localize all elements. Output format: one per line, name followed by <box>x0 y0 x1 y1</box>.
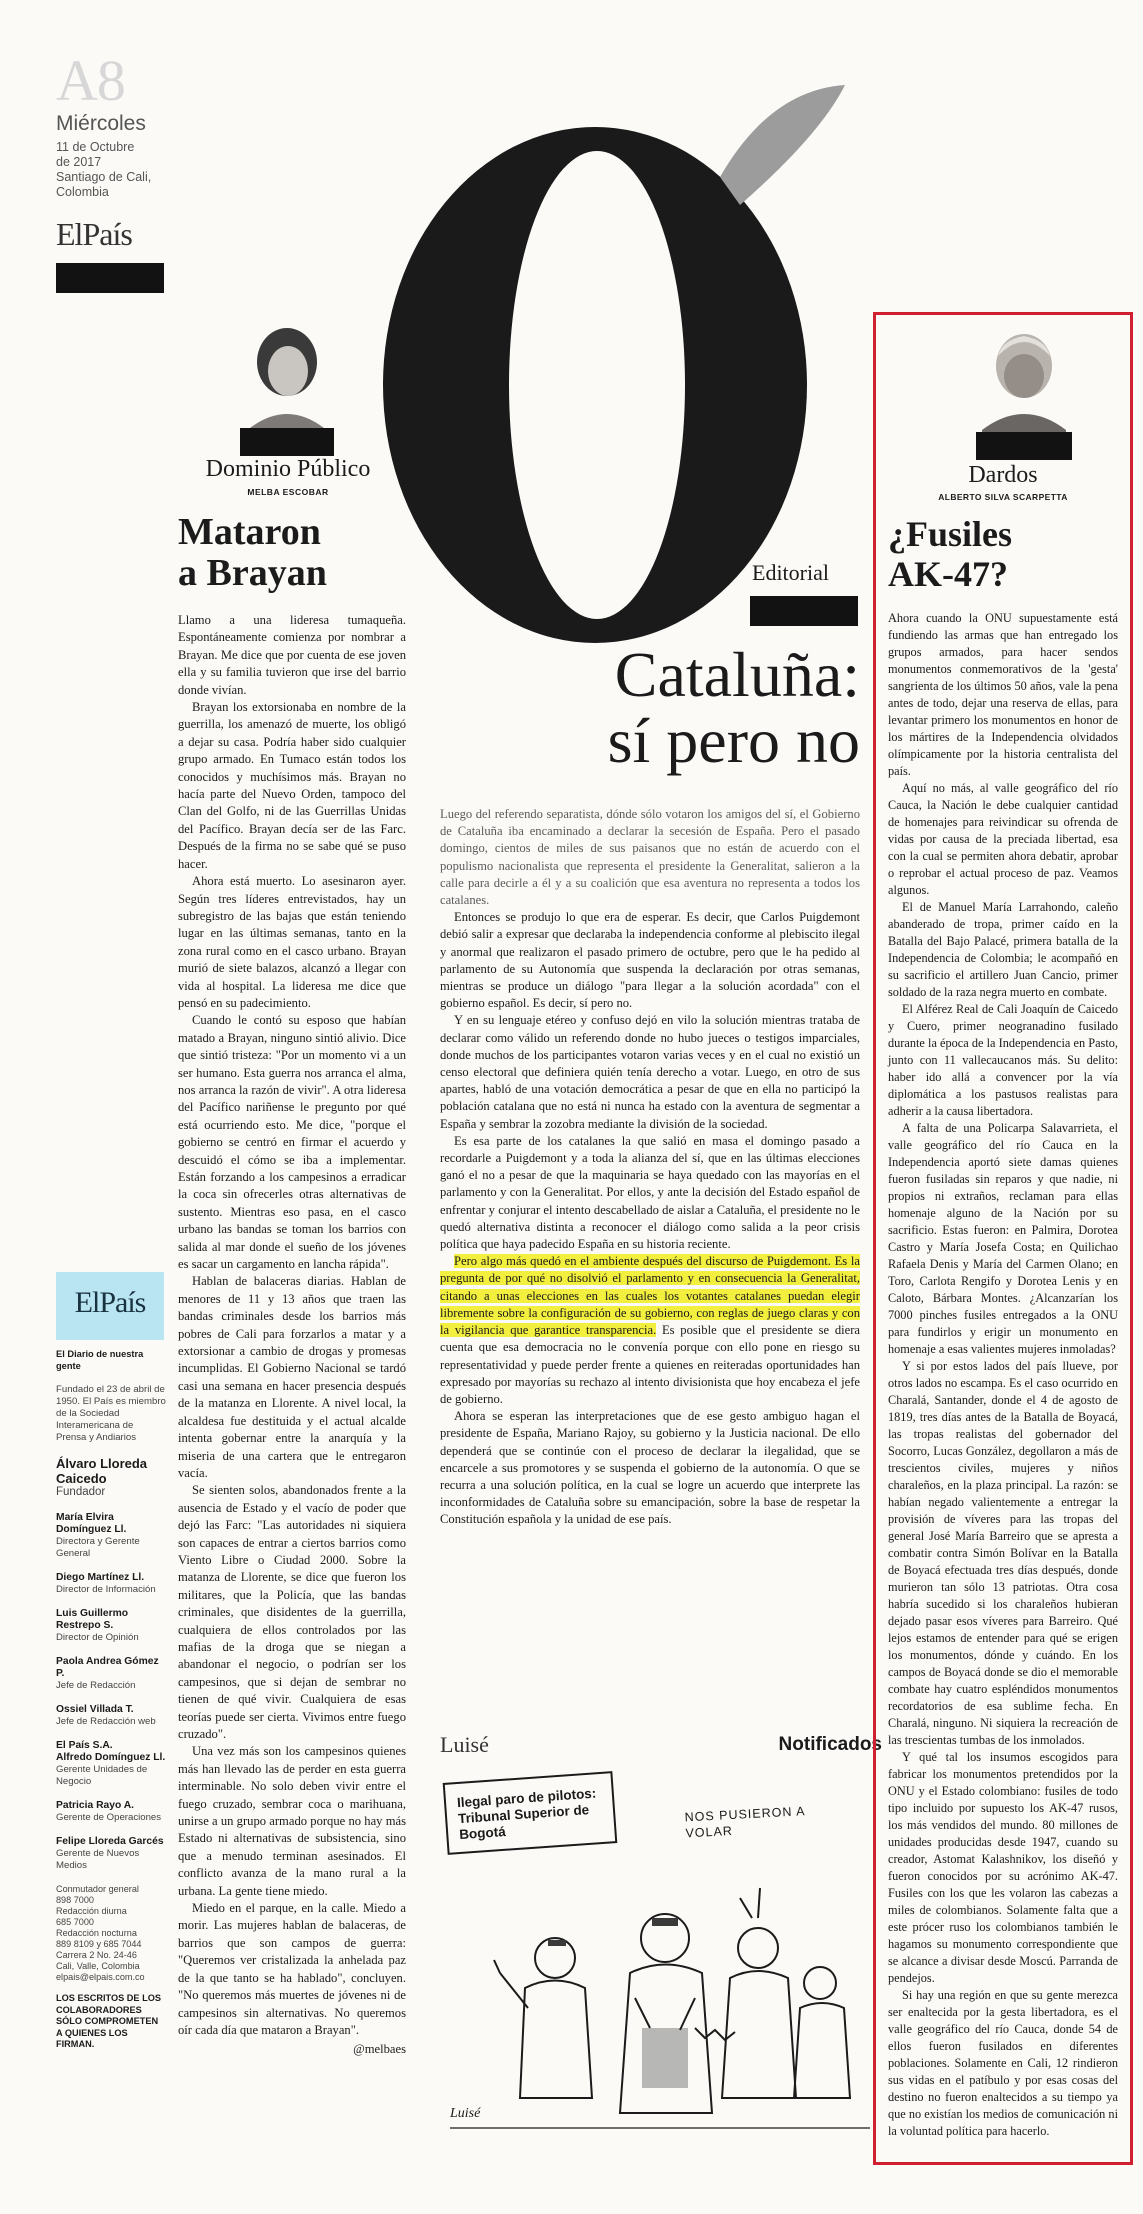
staff-person: Alfredo Domínguez Ll. Gerente Unidades de Negocio <box>56 1752 166 1787</box>
date-line <box>56 140 151 200</box>
dominio-paragraph: Se sienten solos, abandonados frente a la ausencia de Estado y el vacío de poder que dejó las Farc: "Las autoridades ni siquiera son capaces de entrar a ciertos barrios como Viento Libre o Ciudad 2000. Sobre la matanza de Llorente, se dice que fueron los militares, que la Policía, que las bandas criminales, que disidentes de la guerrilla, cualquiera de ellos controlados por las mafias de la droga que se niegan a abandonar el negocio, o podrían ser los campesinos, que si dejan de sembrar no tienen de qué vivir. Cualquiera de esas teorías puede ser cierta. Vivimos entre fuego cruzado". <box>178 1483 406 1741</box>
editorial-paragraph <box>440 1253 860 1408</box>
dardos-column <box>888 610 1118 2140</box>
dardos-paragraph: Aquí no más, al valle geográfico del río Cauca, la Nación le debe cualquier cantidad de homenajes para reivindicar su ofrenda de vidas por causa de la preciada libertad, esa con la cual se permiten ahora debatir, aprobar o reprobar el actual proceso de paz. Veamos algunos. <box>888 781 1118 897</box>
staff-person: Luis Guillermo Restrepo S. Director de Opinión <box>56 1608 139 1643</box>
date-country: Colombia <box>56 185 109 199</box>
cartoon-artist: Luisé <box>440 1732 489 1757</box>
dominio-section-title: Dominio Público <box>205 456 371 482</box>
dardos-paragraph: Y si por estos lados del país llueve, por otros lados no escampa. Es el caso ocurrido en Charalá, Santander, donde el 4 de agosto de 1819, tres días antes de la Batalla de Boyacá, las tropas realistas del gobernador del Socorro, Lucas González, degollaron a más de trescientos civiles, mujeres y niños charaleños, en la plaza principal. La razón: se habían negado valientemente a entregar la provisión de víveres para las tropas del general José María Barreiro que se apresta a combatir contra Simón Bolívar en la Batalla de Boyacá efectuada tres días después, donde murieron tan sólo 13 patriotas. Otra cosa habría sucedido si los charaleños hubieran dejado pasar esos víveres para Barreiro. Qué lejos estamos de entender para qué se erigen los monumentos, dónde y cuándo. En los campos de Boyacá donde se dio el memorable combate hay cuatro espléndidos monumentos recordatorios de esa sublime fecha. En Charalá, ninguno. Ni siquiera la recreación de las trescientas tumbas de los inmolados. <box>888 1359 1118 1747</box>
staff-person: Felipe Lloreda Garcés Gerente de Nuevos Medios <box>56 1836 164 1871</box>
dominio-column <box>178 612 406 2059</box>
editorial-label: Editorial <box>752 560 829 585</box>
dominio-author: MELBA ESCOBAR <box>247 487 329 497</box>
editorial-paragraph: Y en su lenguaje etéreo y confuso dejó en vilo la solución mientras trataba de declarar como válido un referendo donde no hubo jueces o testigos imparciales, donde muchos de los participantes votaron varias veces y en el cual no existió un censo electoral que definiera quién tenía derecho a votar. Luego, en otro de sus apartes, habló de una votación democrática a pesar de que en ella no participó la población catalana que no está ni nunca ha estado con la aventura de segmentar a España y sembrar la zozobra mediante la división de la sociedad. <box>440 1013 860 1131</box>
cartoon-section: Notificados <box>778 1734 882 1755</box>
date-day: 11 de Octubre <box>56 140 135 154</box>
dardos-section-title: Dardos <box>968 462 1038 488</box>
dominio-headline-line2: a Brayan <box>178 552 327 594</box>
staff-founder-role: Fundador <box>56 1486 106 1498</box>
editorial-highlight: Pero algo más quedó en el ambiente después del discurso de Puigdemont. Es la pregunta de por qué no disolvió el parlamento y en consecuencia la Generalitat, citando a unas elecciones en las cuales los votantes catalanes puedan elegir libremente sobre la configuración de su gobierno, con reglas de juego claras y con la vigilancia que garantice transparencia. <box>440 1254 860 1338</box>
dominio-handle: @melbaes <box>353 2042 406 2057</box>
staff-founded: Fundado el 23 de abril de 1950. El País es miembro de la Sociedad Interamericana de Prensa y Andiarios <box>56 1384 166 1443</box>
staff-founder-name: Álvaro Lloreda Caicedo <box>56 1456 148 1486</box>
editorial-body <box>440 806 860 1529</box>
dardos-headline-line1: ¿Fusiles <box>888 514 1013 554</box>
editorial-paragraph-rest: Es posible que el presidente se diera cuenta que esa democracia no le convenía porque con ello pone en riesgo su representatividad y puede perder frente a quienes en reiteradas oportunidades han expresado por mayorías su rechazo al intento divisionista que hoy encabeza el jefe de gobierno. <box>440 1323 860 1406</box>
dardos-paragraph: Ahora cuando la ONU supuestamente está fundiendo las armas que han entregado los grupos armados, para hacer sendos monumentos conmemorativos de la 'gesta' sangrienta de los últimos 50 años, vale la pena antes de todo, dejar una reserva de ellas, para levantar primero los monumentos en honor de los mártires de la Independencia olvidados olímpicamente por la historia centralista del país. <box>888 611 1118 778</box>
dominio-paragraph: Cuando le contó su esposo que habían matado a Brayan, ninguno sintió alivio. Dice que sintió tristeza: "Por un momento vi a un ser humano. Esta guerra nos arranca el alma, nos arranca la razón de vivir". A otra lideresa del Pacífico nariñense le pregunto por qué está ocurriendo esto. Me dice, "porque el gobierno se centró en firmar el acuerdo y descuidó el cómo se iba a implementar. Están forzando a los campesinos a erradicar la coca sin ofrecerles otras alternativas de sustento. Mientras eso pasa, en el casco urbano las bandas se toman los barrios con salida al mar donde el sueño de los jóvenes es sacar un cargamento en lancha rápida". <box>178 1013 406 1272</box>
weekday: Miércoles <box>56 112 146 135</box>
staff-contact: Conmutador general 898 7000 Redacción diurna 685 7000 Redacción nocturna 889 8109 y 685 7044 Carrera 2 No. 24-46 Cali, Valle, Colombia elpais@elpais.com.co <box>56 1884 145 1982</box>
editorial-headline <box>440 639 860 776</box>
staff-box <box>56 1348 166 2051</box>
cartoon-panel <box>440 1768 882 2148</box>
dardos-paragraph: El de Manuel María Larrahondo, caleño abanderado de tropa, primer caído en la Batalla del Bajo Palacé, primera batalla de la Independencia de Colombia; le acompañó en su sacrificio el artillero Juan Cancio, primer soldado de la raza negra muerto en combate. <box>888 900 1118 999</box>
cartoon-caption: Ilegal paro de pilotos: Tribunal Superior de Bogotá <box>456 1785 597 1843</box>
staff-person: Ossiel Villada T. Jefe de Redacción web <box>56 1704 156 1727</box>
staff-person: Paola Andrea Gómez P. Jefe de Redacción <box>56 1656 159 1691</box>
dardos-author: ALBERTO SILVA SCARPETTA <box>938 492 1068 502</box>
dominio-headline-line1: Mataron <box>178 511 321 553</box>
staff-person: Patricia Rayo A. Gerente de Operaciones <box>56 1800 162 1823</box>
staff-company: El País S.A. <box>56 1740 113 1751</box>
dardos-headline <box>888 514 1012 594</box>
dardos-paragraph: Y qué tal los insumos escogidos para fabricar los monumentos pretendidos por la ONU y el Estado colombiano: fusiles de todo tipo incluido por supuesto los AK-47 rusos, los más vendidos del mundo. 80 millones de unidades producidas desde 1947, cuando su creador, Astomat Kalashnikov, los diseñó y fueron conocidos por su acrónimo AK-47. Fusiles con los que les volaron las cabezas a miles de colombianos. Solamente falta que a este prócer ruso los colombianos también le hagamos su monumento correspondiente que se alcance a divisar desde Moscú. Parranda de pendejos. <box>888 1750 1118 1985</box>
big-o-letter-text <box>0 0 1 1</box>
editorial-headline-line2: sí pero no <box>607 705 860 776</box>
cartoon-signature: Luisé <box>450 2106 481 2121</box>
dardos-headline-line2: AK-47? <box>888 554 1008 594</box>
cartoon-speech: NOS PUSIERON A VOLAR <box>684 1804 806 1841</box>
editorial-paragraph-intro: Luego del referendo separatista, dónde sólo votaron los amigos del sí, el Gobierno de Cataluña iba encaminado a declarar la secesión de España. Pero el pasado domingo, cientos de miles de sus paisanos que no están de acuerdo con el populismo nacionalista que representa el presidente la Generalitat, salieron a la calle para decirle a él y a su coalición que esa aventura no representa a todos los catalanes. <box>440 807 860 908</box>
staff-disclaimer: LOS ESCRITOS DE LOS COLABORADORES SÓLO COMPROMETEN A QUIENES LOS FIRMAN. <box>56 1993 161 2049</box>
dominio-paragraph: Hablan de balaceras diarias. Hablan de menores de 11 y 13 años que traen las bandas criminales desde los barrios más pobres de Cali para forzarlos a matar y a extorsionar a cambio de drogas y promesas incumplidas. El Gobierno Nacional se tardó casi una semana en hacer presencia después de la matanza en Llorente. A nivel local, la alcaldesa fue destituida y el actual alcalde intenta gobernar entre la anarquía y la miseria de una cartera que le entregaron vacía. <box>178 1274 406 1480</box>
dominio-headline <box>178 512 327 594</box>
date-year: de 2017 <box>56 155 102 169</box>
editorial-headline-line1: Cataluña: <box>614 639 860 710</box>
dardos-paragraph: A falta de una Policarpa Salavarrieta, el valle geográfico del río Cauca en la Independencia aportó siete damas quienes fueron fusiladas sin reparos y que nadie, ni propios ni extraños, reclaman para ellas homenaje alguno de la Nación por su sacrificio. Estas fueron: en Palmira, Dorotea Castro y María Josefa Costa; en Quilichao Rafaela Denis y María del Carmen Olano; en Toro, Carlota Rengifo y Dorotea Lenis y en Caloto, Bárbara Montes. ¿Alcanzarían los 7000 pinches fusiles entregados a la ONU para fundirlos y erigir un monumento en homenaje a esas valientes mujeres inmoladas? <box>888 1121 1118 1356</box>
page-number: A8 <box>56 48 125 113</box>
elpais-logo: ElPaís <box>56 216 132 252</box>
editorial-paragraph: Ahora se esperan las interpretaciones que de ese gesto ambiguo hagan el presidente de España, Mariano Rajoy, su gobierno y la Justicia nacional. De ello dependerá que se continúe con el proceso de declarar la ilegalidad, que se encarcele a sus promotores y se suspenda el gobierno de la autonomía. O que se recurra a una solución política, en la cual se logre un acuerdo que interprete las inconformidades de Cataluña sobre su emancipación, sobre la base de respetar la Constitución española y la unidad de ese país. <box>440 1409 860 1527</box>
dominio-paragraph: Ahora está muerto. Lo asesinaron ayer. Según tres líderes entrevistados, hay un subregistro de las bajas que están teniendo lugar en las últimas semanas, tanto en la zona rural como en el casco urbano. Brayan murió de siete balazos, alcanzó a llegar con vida al hospital. La lideresa me dice que pensó en su padecimiento. <box>178 874 406 1010</box>
editorial-paragraph: Entonces se produjo lo que era de esperar. Es decir, que Carlos Puigdemont debió salir a expresar que declaraba la independencia conforme al plebiscito ilegal y anormal que realizaron el pasado primero de octubre, pero que le ha pedido al parlamento de su Autonomía que suspenda la declaración por otras semanas, mientras se produce un diálogo "para llegar a la solución acordada" con el gobierno español. Es decir, sí pero no. <box>440 910 860 1011</box>
staff-tagline: El Diario de nuestra gente <box>56 1349 144 1371</box>
melba-photo <box>240 308 334 456</box>
dominio-paragraph: Miedo en el parque, en la calle. Miedo a morir. Las mujeres hablan de balaceras, de barrios que son campos de guerra: "Queremos ver cristalizada la anhelada paz de la que tanto se ha hablado", concluyen. "No queremos más muertes de jóvenes ni de campesinos sin alternativas. No queremos oír cada día que mataron a Brayan". <box>178 1901 406 2037</box>
staff-logo: ElPaís <box>74 1286 146 1319</box>
dominio-paragraph: Una vez más son los campesinos quienes más han llevado las de perder en esta guerra interminable. No solo deben vivir entre el fuego cruzado, sembrar coca o marihuana, unirse a un grupo armado porque no hay más Estado ni alternativas de subsistencia, sino que a menudo terminan asesinados. El conflicto avanza de la mano rural a la urbana. La gente tiene miedo. <box>178 1744 406 1898</box>
masthead-black-bar <box>56 263 164 293</box>
date-city: Santiago de Cali, <box>56 170 152 184</box>
staff-person: María Elvira Domínguez Ll. Directora y Gerente General <box>56 1512 140 1559</box>
staff-logo-box <box>56 1272 164 1340</box>
editorial-paragraph: Es esa parte de los catalanes la que salió en masa el domingo pasado a recordarle a Puigdemont y a toda la alianza del sí, que en las últimas elecciones ganó el no a pesar de que la maquinaria se haya quedado con las mayorías en el parlamento y con la Generalitat. Por ellos, y ante la decisión del Estado español de enfrentar y conjurar el intento descabellado de aislar a Cataluña, el presidente no le quedó alternativa distinta a reconocer el diálogo como salida a la peor crisis política que haya padecido España en su historia reciente. <box>440 1133 860 1252</box>
dominio-paragraph: Brayan los extorsionaba en nombre de la guerrilla, los amenazó de muerte, los obligó a dejar su casa. Podría haber sido cualquier grupo armado. En Tumaco están todos los conocidos y muchísimos más. Brayan no hacía parte del Nuevo Orden, tampoco del Clan del Golfo, ni de las Guerrillas Unidas del Pacífico. Brayan decía ser de las Farc. Después de la firma no se sabe qué se puso hacer. <box>178 700 406 871</box>
editorial-black-bar <box>750 596 858 626</box>
dardos-paragraph: El Alférez Real de Cali Joaquín de Caicedo y Cuero, primer neogranadino fusilado durante la época de la Independencia en Pasto, junto con 11 vallecaucanos más. Su delito: haber ido allá a convencer por la vía diplomática a los pastusos realistas para adherir a la causa libertadora. <box>888 1002 1118 1118</box>
dardos-paragraph: Si hay una región en que su gente merezca ser enaltecida por la gesta libertadora, es el valle geográfico del río Cauca, donde 54 de ellos fueron fusilados en diferentes poblaciones. Solamente en Cali, 12 rindieron sus vidas en el patíbulo y por esas cosas del destino no fueron enaltecidos a su tiempo ya que no existían los medios de comunicación ni la voluntad política para hacerlo. <box>888 1988 1118 2138</box>
dominio-paragraph: Llamo a una lideresa tumaqueña. Espontáneamente comienza por nombrar a Brayan. Me dice que por cuenta de ese joven ella y su familia tuvieron que irse del barrio donde vivían. <box>178 613 406 697</box>
staff-person: Diego Martínez Ll. Director de Información <box>56 1572 156 1595</box>
